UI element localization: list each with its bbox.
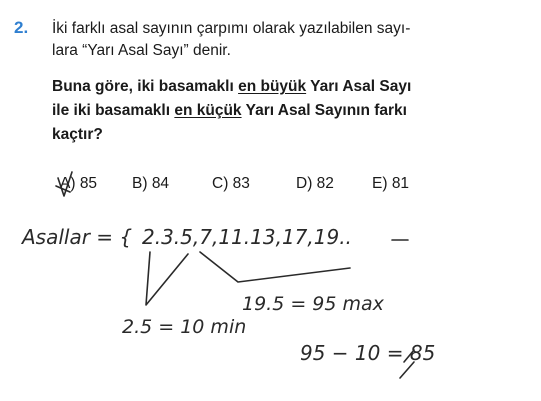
stem-line: lara “Yarı Asal Sayı” denir. (52, 42, 231, 59)
max-note: 19.5 = 95 max (242, 293, 384, 315)
option-letter: B) (132, 175, 148, 192)
asallar-label: Asallar = { (22, 225, 133, 249)
ask-text: ile iki basamaklı (52, 102, 175, 119)
option-value: 85 (79, 175, 98, 192)
option-value: 81 (391, 175, 410, 192)
question-number: 2. (14, 18, 29, 37)
primes-list: 2.3.5,7,11.13,17,19.. (142, 225, 352, 249)
option-letter: A) (60, 175, 76, 192)
ask-text: Yarı Asal Sayının farkı (241, 102, 407, 119)
min-note: 2.5 = 10 min (122, 316, 247, 338)
option-value: 83 (232, 175, 250, 192)
option-letter: D) (296, 175, 313, 192)
option-value: 82 (316, 175, 334, 192)
max-connector (200, 252, 350, 282)
underlined-largest: en büyük (238, 78, 307, 95)
min-connector (146, 252, 188, 305)
ask-line-3: kaçtır? (52, 126, 103, 143)
underlined-smallest: en küçük (174, 102, 242, 119)
result-note: 95 − 10 = 85 (300, 341, 436, 365)
option-letter: C) (212, 175, 229, 192)
stem-line: İki farklı asal sayının çarpımı olarak yazılabilen sayı- (52, 20, 411, 37)
ask-text: Yarı Asal Sayı (306, 78, 412, 95)
option-value: 84 (151, 175, 170, 192)
ask-text: Buna göre, iki basamaklı (52, 78, 239, 95)
option-letter: E) (372, 175, 388, 192)
